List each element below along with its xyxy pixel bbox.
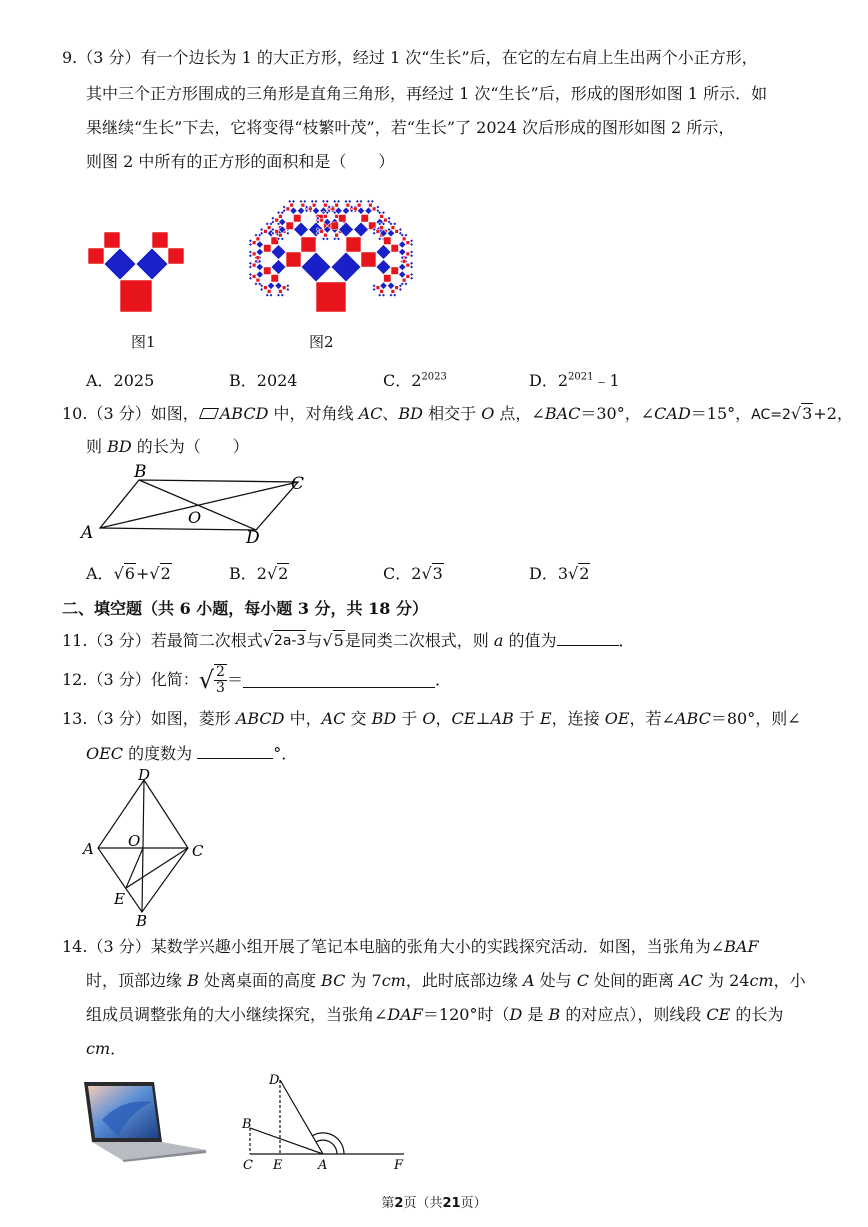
tree-square (331, 252, 361, 282)
q11-line: 11.（3 分）若最简二次根式 √ 2a-3 与 √ 5 是同类二次根式，则 a 的值为 ． (62, 631, 635, 650)
tree-square (369, 203, 373, 207)
q13-answer-blank[interactable] (197, 743, 273, 759)
tree-square (314, 200, 318, 204)
tree-square (275, 282, 283, 290)
section-title-fill-in: 二、填空题（共 6 小题，每小题 3 分，共 18 分） (62, 599, 428, 618)
tree-square (168, 248, 184, 264)
tree-square (260, 228, 264, 232)
q12-line: 12.（3 分）化简： √ $\frac{2}{3}$ ＝ ． (62, 664, 451, 696)
tree-square (410, 250, 414, 254)
tree-square (249, 239, 253, 243)
tree-square (286, 252, 301, 267)
tree-square (357, 207, 365, 215)
tree-square (410, 254, 414, 258)
tree-square (252, 263, 256, 267)
tree-square (88, 248, 104, 264)
q10-label-d: D (246, 528, 260, 548)
tree-square (324, 233, 328, 237)
tree-square (337, 237, 341, 241)
tree-square (249, 273, 253, 277)
tree-square (335, 203, 339, 207)
tree-square (370, 200, 374, 204)
q12-answer-blank[interactable] (243, 672, 435, 688)
tree-square (249, 265, 253, 269)
q10-option-a: A． √ 6 + √ 2 (86, 564, 171, 583)
tree-square (344, 200, 348, 204)
tree-square (249, 243, 253, 247)
q13-label-o: O (128, 832, 141, 850)
tree-square (271, 245, 286, 260)
tree-square (275, 218, 279, 222)
q9-line3: 果继续“生长”下去，它将变得“枝繁叶茂”，若“生长”了 2024 次后形成的图形如图 2 所示， (86, 118, 735, 137)
tree-square (256, 237, 260, 241)
tree-square (256, 241, 264, 249)
tree-square (290, 203, 294, 207)
tree-square (264, 267, 272, 275)
tree-square (303, 200, 307, 204)
tree-square (335, 215, 339, 219)
tree-square (410, 265, 414, 269)
tree-square (299, 200, 303, 204)
q13-label-b: B (136, 912, 148, 930)
tree-square (399, 288, 403, 292)
tree-square (372, 207, 376, 211)
tree-square (301, 203, 305, 207)
tree-square (252, 275, 256, 279)
q14-geometry-figure (236, 1068, 416, 1178)
q9-fig2-caption: 图2 (309, 333, 334, 351)
q9-fig1-caption: 图1 (131, 333, 156, 351)
tree-square (380, 290, 384, 294)
tree-square (378, 293, 382, 297)
tree-square (290, 207, 298, 215)
tree-square (391, 267, 399, 275)
tree-square (301, 237, 316, 252)
tree-square (384, 218, 388, 222)
q10-line1: 10.（3 分）如图， ABCD 中，对角线 AC、BD 相交于 O 点，∠BAC＝30°，∠CAD＝15°，AC=2 √ 3 +2， (62, 404, 853, 423)
q9-option-a: A．2025 (86, 371, 155, 390)
tree-square (316, 282, 346, 312)
tree-square (265, 293, 269, 297)
tree-square (410, 276, 414, 280)
tree-square (286, 288, 290, 292)
tree-square (391, 290, 395, 294)
tree-square (346, 237, 361, 252)
q14-line3: 组成员调整张角的大小继续探究，当张角∠DAF＝120°时（D 是 B 的对应点），则线段 CE 的长为 (86, 1005, 784, 1024)
tree-square (260, 288, 264, 292)
tree-square (325, 200, 329, 204)
q13-line1: 13.（3 分）如图，菱形 ABCD 中，AC 交 BD 于 O，CE⊥AB 于 E，连接 OE，若∠ABC＝80°，则∠ (62, 709, 801, 728)
tree-square (286, 207, 290, 211)
tree-square (152, 232, 168, 248)
tree-square (279, 290, 283, 294)
tree-square (404, 233, 408, 237)
tree-square (277, 211, 281, 215)
q14-label-f: F (394, 1158, 404, 1173)
tree-square (301, 252, 331, 282)
tree-square (320, 230, 324, 234)
q9-figure-2 (232, 186, 412, 320)
tree-square (399, 248, 407, 256)
tree-square (389, 293, 393, 297)
tree-square (252, 241, 256, 245)
tree-square (265, 222, 269, 226)
q10-parallelogram-figure (78, 462, 318, 548)
tree-square (376, 260, 391, 275)
tree-square (361, 215, 369, 223)
tree-square (312, 203, 316, 207)
q11-answer-blank[interactable] (557, 630, 619, 646)
tree-square (393, 222, 397, 226)
tree-square (399, 228, 403, 232)
q10-option-c: C．2 √ 3 (383, 564, 443, 583)
tree-square (406, 263, 410, 267)
tree-square (399, 263, 407, 271)
tree-square (249, 261, 253, 265)
tree-square (275, 230, 279, 234)
q9-line4: 则图 2 中所有的正方形的面积和是（ ） (86, 152, 395, 171)
tree-square (277, 293, 281, 297)
tree-square (342, 207, 350, 215)
tree-square (322, 237, 326, 241)
tree-square (279, 215, 283, 219)
tree-square (387, 216, 391, 220)
tree-square (331, 222, 339, 230)
q9-option-c: C．$2^{2023}$ (383, 371, 447, 390)
tree-square (391, 245, 399, 253)
tree-square (393, 293, 397, 297)
tree-square (294, 215, 302, 223)
tree-square (384, 237, 392, 245)
tree-square (339, 215, 347, 223)
tree-square (372, 231, 376, 235)
tree-square (361, 252, 376, 267)
tree-square (271, 260, 286, 275)
tree-square (264, 245, 272, 253)
tree-square (256, 271, 264, 279)
laptop-illustration (82, 1080, 208, 1162)
tree-square (331, 207, 335, 211)
tree-square (339, 222, 354, 237)
tree-square (294, 222, 309, 237)
tree-square (333, 200, 337, 204)
page-footer: 第2页（共21页） (381, 1196, 487, 1211)
tree-square (376, 205, 380, 209)
tree-square (267, 290, 271, 294)
tree-square (365, 207, 373, 215)
tree-square (254, 233, 258, 237)
tree-square (282, 205, 286, 209)
tree-square (280, 293, 284, 297)
tree-square (104, 232, 120, 248)
tree-square (256, 263, 264, 271)
q14-line1: 14.（3 分）某数学兴趣小组开展了笔记本电脑的张角大小的实践探究活动．如图，当张角为∠BAF (62, 937, 759, 956)
tree-square (399, 271, 407, 279)
tree-square (324, 215, 328, 219)
tree-square (410, 273, 414, 277)
tree-square (380, 282, 388, 290)
tree-square (324, 203, 328, 207)
tree-square (410, 261, 414, 265)
tree-square (372, 288, 376, 292)
tree-square (359, 200, 363, 204)
q14-line4: cm． (86, 1039, 127, 1058)
tree-square (286, 231, 290, 235)
tree-square (355, 200, 359, 204)
tree-square (404, 282, 408, 286)
tree-square (267, 282, 275, 290)
tree-square (249, 276, 253, 280)
tree-square (354, 207, 358, 211)
tree-square (406, 275, 410, 279)
tree-square (348, 200, 352, 204)
tree-square (279, 233, 283, 237)
tree-square (256, 256, 260, 260)
tree-square (367, 200, 371, 204)
tree-square (254, 282, 258, 286)
tree-square (271, 275, 279, 283)
q14-label-a: A (318, 1158, 328, 1173)
q10-option-b: B．2 √ 2 (229, 564, 289, 583)
tree-square (280, 237, 284, 241)
tree-square (269, 293, 273, 297)
tree-square (402, 278, 406, 282)
q13-rhombus-figure (80, 768, 210, 930)
q9-line1: 9.（3 分）有一个边长为 1 的大正方形，经过 1 次“生长”后，在它的左右肩上生出两个小正方形， (62, 48, 758, 67)
tree-square (380, 215, 384, 219)
tree-square (256, 278, 260, 282)
q9-option-d: D．$2^{2021}﹣1$ (529, 371, 620, 390)
tree-square (249, 254, 253, 258)
tree-square (376, 230, 380, 234)
tree-square (249, 250, 253, 254)
tree-square (382, 293, 386, 297)
tree-square (271, 216, 275, 220)
tree-square (322, 200, 326, 204)
tree-square (325, 237, 329, 241)
tree-square (399, 241, 407, 249)
tree-square (402, 237, 406, 241)
tree-square (357, 203, 361, 207)
tree-square (297, 207, 305, 215)
q14-label-e: E (273, 1158, 283, 1173)
tree-square (292, 200, 296, 204)
q10-label-b: B (134, 462, 147, 482)
tree-square (376, 286, 380, 290)
tree-square (333, 237, 337, 241)
tree-square (288, 200, 292, 204)
tree-square (372, 284, 376, 288)
q14-label-c: C (243, 1158, 253, 1173)
tree-square (395, 286, 399, 290)
q10-option-d: D．3 √ 2 (529, 564, 590, 583)
tree-square (252, 252, 256, 256)
tree-square (335, 233, 339, 237)
tree-square (264, 230, 268, 234)
tree-square (410, 239, 414, 243)
tree-square (382, 211, 386, 215)
tree-square (406, 252, 410, 256)
tree-square (337, 200, 341, 204)
tree-square (312, 207, 320, 215)
q9-line2: 其中三个正方形围成的三角形是直角三角形，再经过 1 次“生长”后，形成的图形如图 1 所示．如 (86, 84, 768, 103)
q13-label-e: E (114, 890, 125, 908)
q13-label-a: A (83, 840, 94, 858)
tree-square (320, 218, 324, 222)
parallelogram-icon (199, 408, 219, 419)
q14-label-b: B (242, 1117, 252, 1132)
tree-square (286, 284, 290, 288)
tree-square (380, 226, 384, 230)
tree-square (282, 286, 286, 290)
q9-figure-1 (78, 210, 198, 320)
tree-square (136, 248, 168, 280)
q13-line2: OEC 的度数为 °． (86, 744, 298, 763)
tree-square (264, 286, 268, 290)
tree-square (286, 222, 294, 230)
tree-square (310, 200, 314, 204)
q14-line2: 时，顶部边缘 B 处离桌面的高度 BC 为 7cm，此时底部边缘 A 处与 C 处间的距离 AC 为 24cm，小 (86, 971, 806, 990)
tree-square (354, 222, 369, 237)
tree-square (391, 226, 395, 230)
tree-square (104, 248, 136, 280)
q10-label-a: A (81, 523, 94, 543)
tree-square (387, 282, 395, 290)
tree-square (256, 248, 264, 256)
tree-square (267, 226, 271, 230)
q10-label-o: O (188, 508, 202, 527)
tree-square (395, 230, 399, 234)
tree-square (346, 203, 350, 207)
q13-label-d: D (138, 766, 151, 784)
tree-square (376, 245, 391, 260)
tree-square (309, 207, 313, 211)
tree-square (120, 280, 152, 312)
tree-square (378, 237, 382, 241)
tree-square (402, 260, 406, 264)
tree-square (410, 243, 414, 247)
tree-square (384, 275, 392, 283)
q9-option-b: B．2024 (229, 371, 298, 390)
q14-label-d: D (269, 1073, 280, 1088)
q10-line2: 则 BD 的长为（ ） (86, 437, 249, 456)
q10-label-c: C (291, 474, 305, 494)
tree-square (406, 241, 410, 245)
q13-label-c: C (192, 842, 204, 860)
